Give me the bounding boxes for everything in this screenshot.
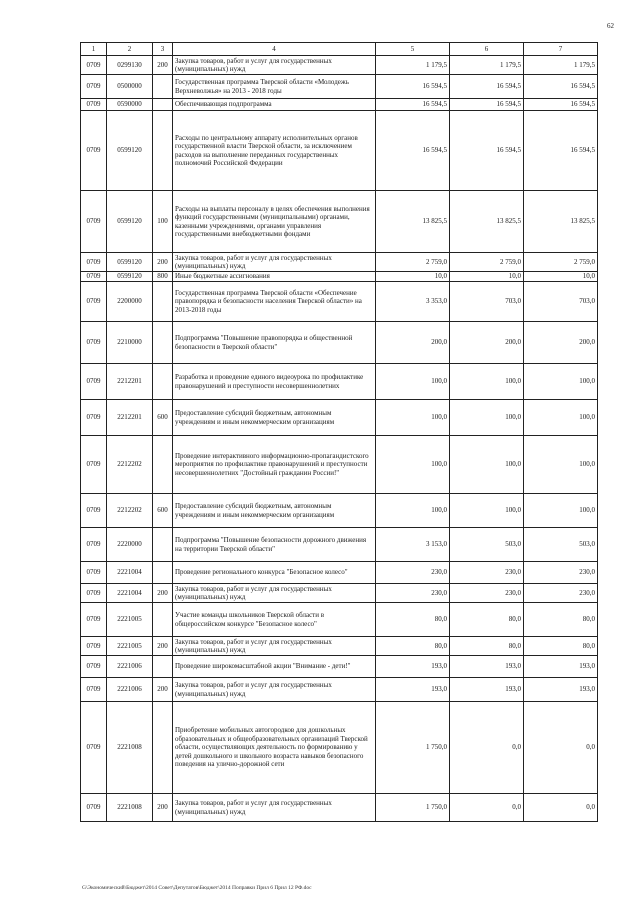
table-row xyxy=(81,253,598,272)
amount-cell-2: 0,0 xyxy=(450,794,524,822)
target-code-cell: 2220000 xyxy=(107,528,153,562)
amount-cell-3: 100,0 xyxy=(524,400,598,436)
amount-cell-1: 1 179,5 xyxy=(376,56,450,75)
section-code-cell: 0709 xyxy=(81,794,107,822)
col-header: 5 xyxy=(376,43,450,56)
amount-cell-3: 100,0 xyxy=(524,494,598,528)
amount-cell-2: 16 594,5 xyxy=(450,111,524,191)
amount-cell-2: 80,0 xyxy=(450,637,524,656)
name-cell: Подпрограмма "Повышение безопасности дорожного движения на территории Тверской области" xyxy=(173,528,376,562)
expense-type-cell: 600 xyxy=(153,400,173,436)
name-cell: Закупка товаров, работ и услуг для государственных (муниципальных) нужд xyxy=(173,56,376,75)
table-row xyxy=(81,272,598,282)
expense-type-cell: 200 xyxy=(153,678,173,702)
amount-cell-1: 230,0 xyxy=(376,584,450,603)
section-code-cell: 0709 xyxy=(81,656,107,678)
amount-cell-1: 80,0 xyxy=(376,603,450,637)
amount-cell-3: 13 825,5 xyxy=(524,191,598,253)
target-code-cell: 2212201 xyxy=(107,364,153,400)
expense-type-cell: 200 xyxy=(153,253,173,272)
amount-cell-2: 13 825,5 xyxy=(450,191,524,253)
table-row xyxy=(81,637,598,656)
target-code-cell: 2210000 xyxy=(107,322,153,364)
name-cell: Расходы по центральному аппарату исполнительных органов государственной власти Тверской области, за исключением расходов на выполнение переданных государственных полномочий Российской Федерации xyxy=(173,111,376,191)
amount-cell-2: 10,0 xyxy=(450,272,524,282)
amount-cell-2: 100,0 xyxy=(450,364,524,400)
name-cell: Предоставление субсидий бюджетным, автономным учреждениям и иным некоммерческим организациям xyxy=(173,494,376,528)
table-body xyxy=(81,56,598,822)
table-row xyxy=(81,584,598,603)
amount-cell-2: 16 594,5 xyxy=(450,75,524,99)
section-code-cell: 0709 xyxy=(81,603,107,637)
amount-cell-3: 200,0 xyxy=(524,322,598,364)
section-code-cell: 0709 xyxy=(81,678,107,702)
target-code-cell: 2221008 xyxy=(107,702,153,794)
expense-type-cell: 100 xyxy=(153,191,173,253)
section-code-cell: 0709 xyxy=(81,99,107,111)
amount-cell-1: 1 750,0 xyxy=(376,702,450,794)
amount-cell-2: 16 594,5 xyxy=(450,99,524,111)
expense-type-cell xyxy=(153,322,173,364)
target-code-cell: 0590000 xyxy=(107,99,153,111)
section-code-cell: 0709 xyxy=(81,637,107,656)
table-row xyxy=(81,191,598,253)
target-code-cell: 2221006 xyxy=(107,678,153,702)
target-code-cell: 2200000 xyxy=(107,282,153,322)
expense-type-cell xyxy=(153,282,173,322)
table-row xyxy=(81,656,598,678)
amount-cell-2: 100,0 xyxy=(450,400,524,436)
amount-cell-1: 200,0 xyxy=(376,322,450,364)
section-code-cell: 0709 xyxy=(81,111,107,191)
amount-cell-2: 703,0 xyxy=(450,282,524,322)
header-row xyxy=(81,43,598,56)
expense-type-cell: 200 xyxy=(153,637,173,656)
expense-type-cell xyxy=(153,603,173,637)
amount-cell-2: 1 179,5 xyxy=(450,56,524,75)
section-code-cell: 0709 xyxy=(81,562,107,584)
name-cell: Государственная программа Тверской области «Молодежь Верхневолжья» на 2013 - 2018 годы xyxy=(173,75,376,99)
table-row xyxy=(81,603,598,637)
amount-cell-1: 100,0 xyxy=(376,436,450,494)
amount-cell-2: 193,0 xyxy=(450,656,524,678)
amount-cell-3: 0,0 xyxy=(524,794,598,822)
expense-type-cell xyxy=(153,111,173,191)
amount-cell-3: 16 594,5 xyxy=(524,99,598,111)
col-header: 7 xyxy=(524,43,598,56)
amount-cell-1: 80,0 xyxy=(376,637,450,656)
section-code-cell: 0709 xyxy=(81,56,107,75)
table-row xyxy=(81,436,598,494)
amount-cell-3: 0,0 xyxy=(524,702,598,794)
table-row xyxy=(81,99,598,111)
section-code-cell: 0709 xyxy=(81,191,107,253)
amount-cell-3: 1 179,5 xyxy=(524,56,598,75)
col-header: 2 xyxy=(107,43,153,56)
amount-cell-2: 100,0 xyxy=(450,436,524,494)
expense-type-cell xyxy=(153,702,173,794)
section-code-cell: 0709 xyxy=(81,75,107,99)
section-code-cell: 0709 xyxy=(81,528,107,562)
expense-type-cell xyxy=(153,364,173,400)
section-code-cell: 0709 xyxy=(81,494,107,528)
table-row xyxy=(81,528,598,562)
amount-cell-2: 503,0 xyxy=(450,528,524,562)
target-code-cell: 2212202 xyxy=(107,494,153,528)
amount-cell-2: 0,0 xyxy=(450,702,524,794)
name-cell: Подпрограмма "Повышение правопорядка и общественной безопасности в Тверской области" xyxy=(173,322,376,364)
section-code-cell: 0709 xyxy=(81,364,107,400)
target-code-cell: 0599120 xyxy=(107,253,153,272)
table-row xyxy=(81,562,598,584)
name-cell: Закупка товаров, работ и услуг для государственных (муниципальных) нужд xyxy=(173,637,376,656)
name-cell: Обеспечивающая подпрограмма xyxy=(173,99,376,111)
section-code-cell: 0709 xyxy=(81,436,107,494)
amount-cell-3: 80,0 xyxy=(524,603,598,637)
amount-cell-3: 230,0 xyxy=(524,562,598,584)
amount-cell-3: 16 594,5 xyxy=(524,111,598,191)
table-row xyxy=(81,322,598,364)
amount-cell-1: 2 759,0 xyxy=(376,253,450,272)
target-code-cell: 0599120 xyxy=(107,191,153,253)
table-row xyxy=(81,702,598,794)
amount-cell-1: 13 825,5 xyxy=(376,191,450,253)
name-cell: Закупка товаров, работ и услуг для государственных (муниципальных) нужд xyxy=(173,678,376,702)
col-header: 6 xyxy=(450,43,524,56)
expense-type-cell: 200 xyxy=(153,584,173,603)
table-row xyxy=(81,75,598,99)
expense-type-cell xyxy=(153,75,173,99)
table-row xyxy=(81,282,598,322)
table-row xyxy=(81,56,598,75)
col-header: 3 xyxy=(153,43,173,56)
amount-cell-3: 16 594,5 xyxy=(524,75,598,99)
section-code-cell: 0709 xyxy=(81,272,107,282)
section-code-cell: 0709 xyxy=(81,702,107,794)
file-path-footer: G\Экономический\Бюджет\2014 Совет\Депутатов\Бюджет\2014 Поправки Прил 6 Прил 12 РФ.doc xyxy=(82,885,312,891)
amount-cell-1: 193,0 xyxy=(376,656,450,678)
name-cell: Участие команды школьников Тверской области в общероссийском конкурсе "Безопасное колесо" xyxy=(173,603,376,637)
amount-cell-2: 100,0 xyxy=(450,494,524,528)
amount-cell-1: 10,0 xyxy=(376,272,450,282)
amount-cell-2: 230,0 xyxy=(450,562,524,584)
amount-cell-1: 16 594,5 xyxy=(376,111,450,191)
amount-cell-3: 100,0 xyxy=(524,436,598,494)
expense-type-cell: 200 xyxy=(153,794,173,822)
section-code-cell: 0709 xyxy=(81,253,107,272)
amount-cell-2: 2 759,0 xyxy=(450,253,524,272)
amount-cell-1: 193,0 xyxy=(376,678,450,702)
amount-cell-3: 503,0 xyxy=(524,528,598,562)
expense-type-cell: 200 xyxy=(153,56,173,75)
target-code-cell: 2212202 xyxy=(107,436,153,494)
table-row xyxy=(81,494,598,528)
table-row xyxy=(81,678,598,702)
amount-cell-3: 80,0 xyxy=(524,637,598,656)
amount-cell-2: 200,0 xyxy=(450,322,524,364)
expense-type-cell xyxy=(153,528,173,562)
name-cell: Проведение интерактивного информационно-пропагандистского мероприятия по профилактике правонарушений и преступности несовершеннолетних "Достойный гражданин России!" xyxy=(173,436,376,494)
expense-type-cell xyxy=(153,656,173,678)
name-cell: Приобретение мобильных автогородков для дошкольных образовательных и общеобразовательных организаций Тверской области, осуществляющих деятельность по формированию у детей дошкольного и школьного возраста навыков безопасного поведения на улично-дорожной сети xyxy=(173,702,376,794)
expense-type-cell xyxy=(153,99,173,111)
amount-cell-2: 193,0 xyxy=(450,678,524,702)
name-cell: Закупка товаров, работ и услуг для государственных (муниципальных) нужд xyxy=(173,584,376,603)
section-code-cell: 0709 xyxy=(81,584,107,603)
amount-cell-1: 16 594,5 xyxy=(376,99,450,111)
amount-cell-2: 80,0 xyxy=(450,603,524,637)
expense-type-cell: 800 xyxy=(153,272,173,282)
expense-type-cell xyxy=(153,436,173,494)
amount-cell-2: 230,0 xyxy=(450,584,524,603)
target-code-cell: 0599120 xyxy=(107,272,153,282)
amount-cell-3: 2 759,0 xyxy=(524,253,598,272)
name-cell: Закупка товаров, работ и услуг для государственных (муниципальных) нужд xyxy=(173,794,376,822)
table-row xyxy=(81,111,598,191)
amount-cell-1: 230,0 xyxy=(376,562,450,584)
target-code-cell: 2221004 xyxy=(107,562,153,584)
amount-cell-3: 193,0 xyxy=(524,656,598,678)
target-code-cell: 0500000 xyxy=(107,75,153,99)
name-cell: Закупка товаров, работ и услуг для государственных (муниципальных) нужд xyxy=(173,253,376,272)
amount-cell-3: 10,0 xyxy=(524,272,598,282)
amount-cell-1: 100,0 xyxy=(376,494,450,528)
amount-cell-3: 100,0 xyxy=(524,364,598,400)
target-code-cell: 0299130 xyxy=(107,56,153,75)
section-code-cell: 0709 xyxy=(81,400,107,436)
expense-type-cell xyxy=(153,562,173,584)
amount-cell-1: 1 750,0 xyxy=(376,794,450,822)
section-code-cell: 0709 xyxy=(81,282,107,322)
expense-type-cell: 600 xyxy=(153,494,173,528)
target-code-cell: 2221006 xyxy=(107,656,153,678)
amount-cell-3: 230,0 xyxy=(524,584,598,603)
table-row xyxy=(81,364,598,400)
amount-cell-1: 100,0 xyxy=(376,364,450,400)
amount-cell-3: 193,0 xyxy=(524,678,598,702)
target-code-cell: 2221005 xyxy=(107,637,153,656)
target-code-cell: 2221004 xyxy=(107,584,153,603)
amount-cell-1: 3 153,0 xyxy=(376,528,450,562)
section-code-cell: 0709 xyxy=(81,322,107,364)
target-code-cell: 2221005 xyxy=(107,603,153,637)
amount-cell-3: 703,0 xyxy=(524,282,598,322)
name-cell: Разработка и проведение единого видеоурока по профилактике правонарушений и преступности несовершеннолетних xyxy=(173,364,376,400)
col-header: 1 xyxy=(81,43,107,56)
name-cell: Проведение широкомасштабной акции "Внимание - дети!" xyxy=(173,656,376,678)
target-code-cell: 2221008 xyxy=(107,794,153,822)
target-code-cell: 2212201 xyxy=(107,400,153,436)
name-cell: Проведение регионального конкурса "Безопасное колесо" xyxy=(173,562,376,584)
amount-cell-1: 3 353,0 xyxy=(376,282,450,322)
col-header: 4 xyxy=(173,43,376,56)
name-cell: Предоставление субсидий бюджетным, автономным учреждениям и иным некоммерческим организациям xyxy=(173,400,376,436)
table-row xyxy=(81,400,598,436)
name-cell: Иные бюджетные ассигнования xyxy=(173,272,376,282)
page-number: 62 xyxy=(607,22,614,30)
amount-cell-1: 100,0 xyxy=(376,400,450,436)
amount-cell-1: 16 594,5 xyxy=(376,75,450,99)
name-cell: Государственная программа Тверской области «Обеспечение правопорядка и безопасности населения Тверской области» на 2013-2018 годы xyxy=(173,282,376,322)
table-row xyxy=(81,794,598,822)
budget-table xyxy=(80,42,598,822)
target-code-cell: 0599120 xyxy=(107,111,153,191)
name-cell: Расходы на выплаты персоналу в целях обеспечения выполнения функций государственными (муниципальными) органами, казенными учреждениями, органами управления государственными внебюджетными фондами xyxy=(173,191,376,253)
